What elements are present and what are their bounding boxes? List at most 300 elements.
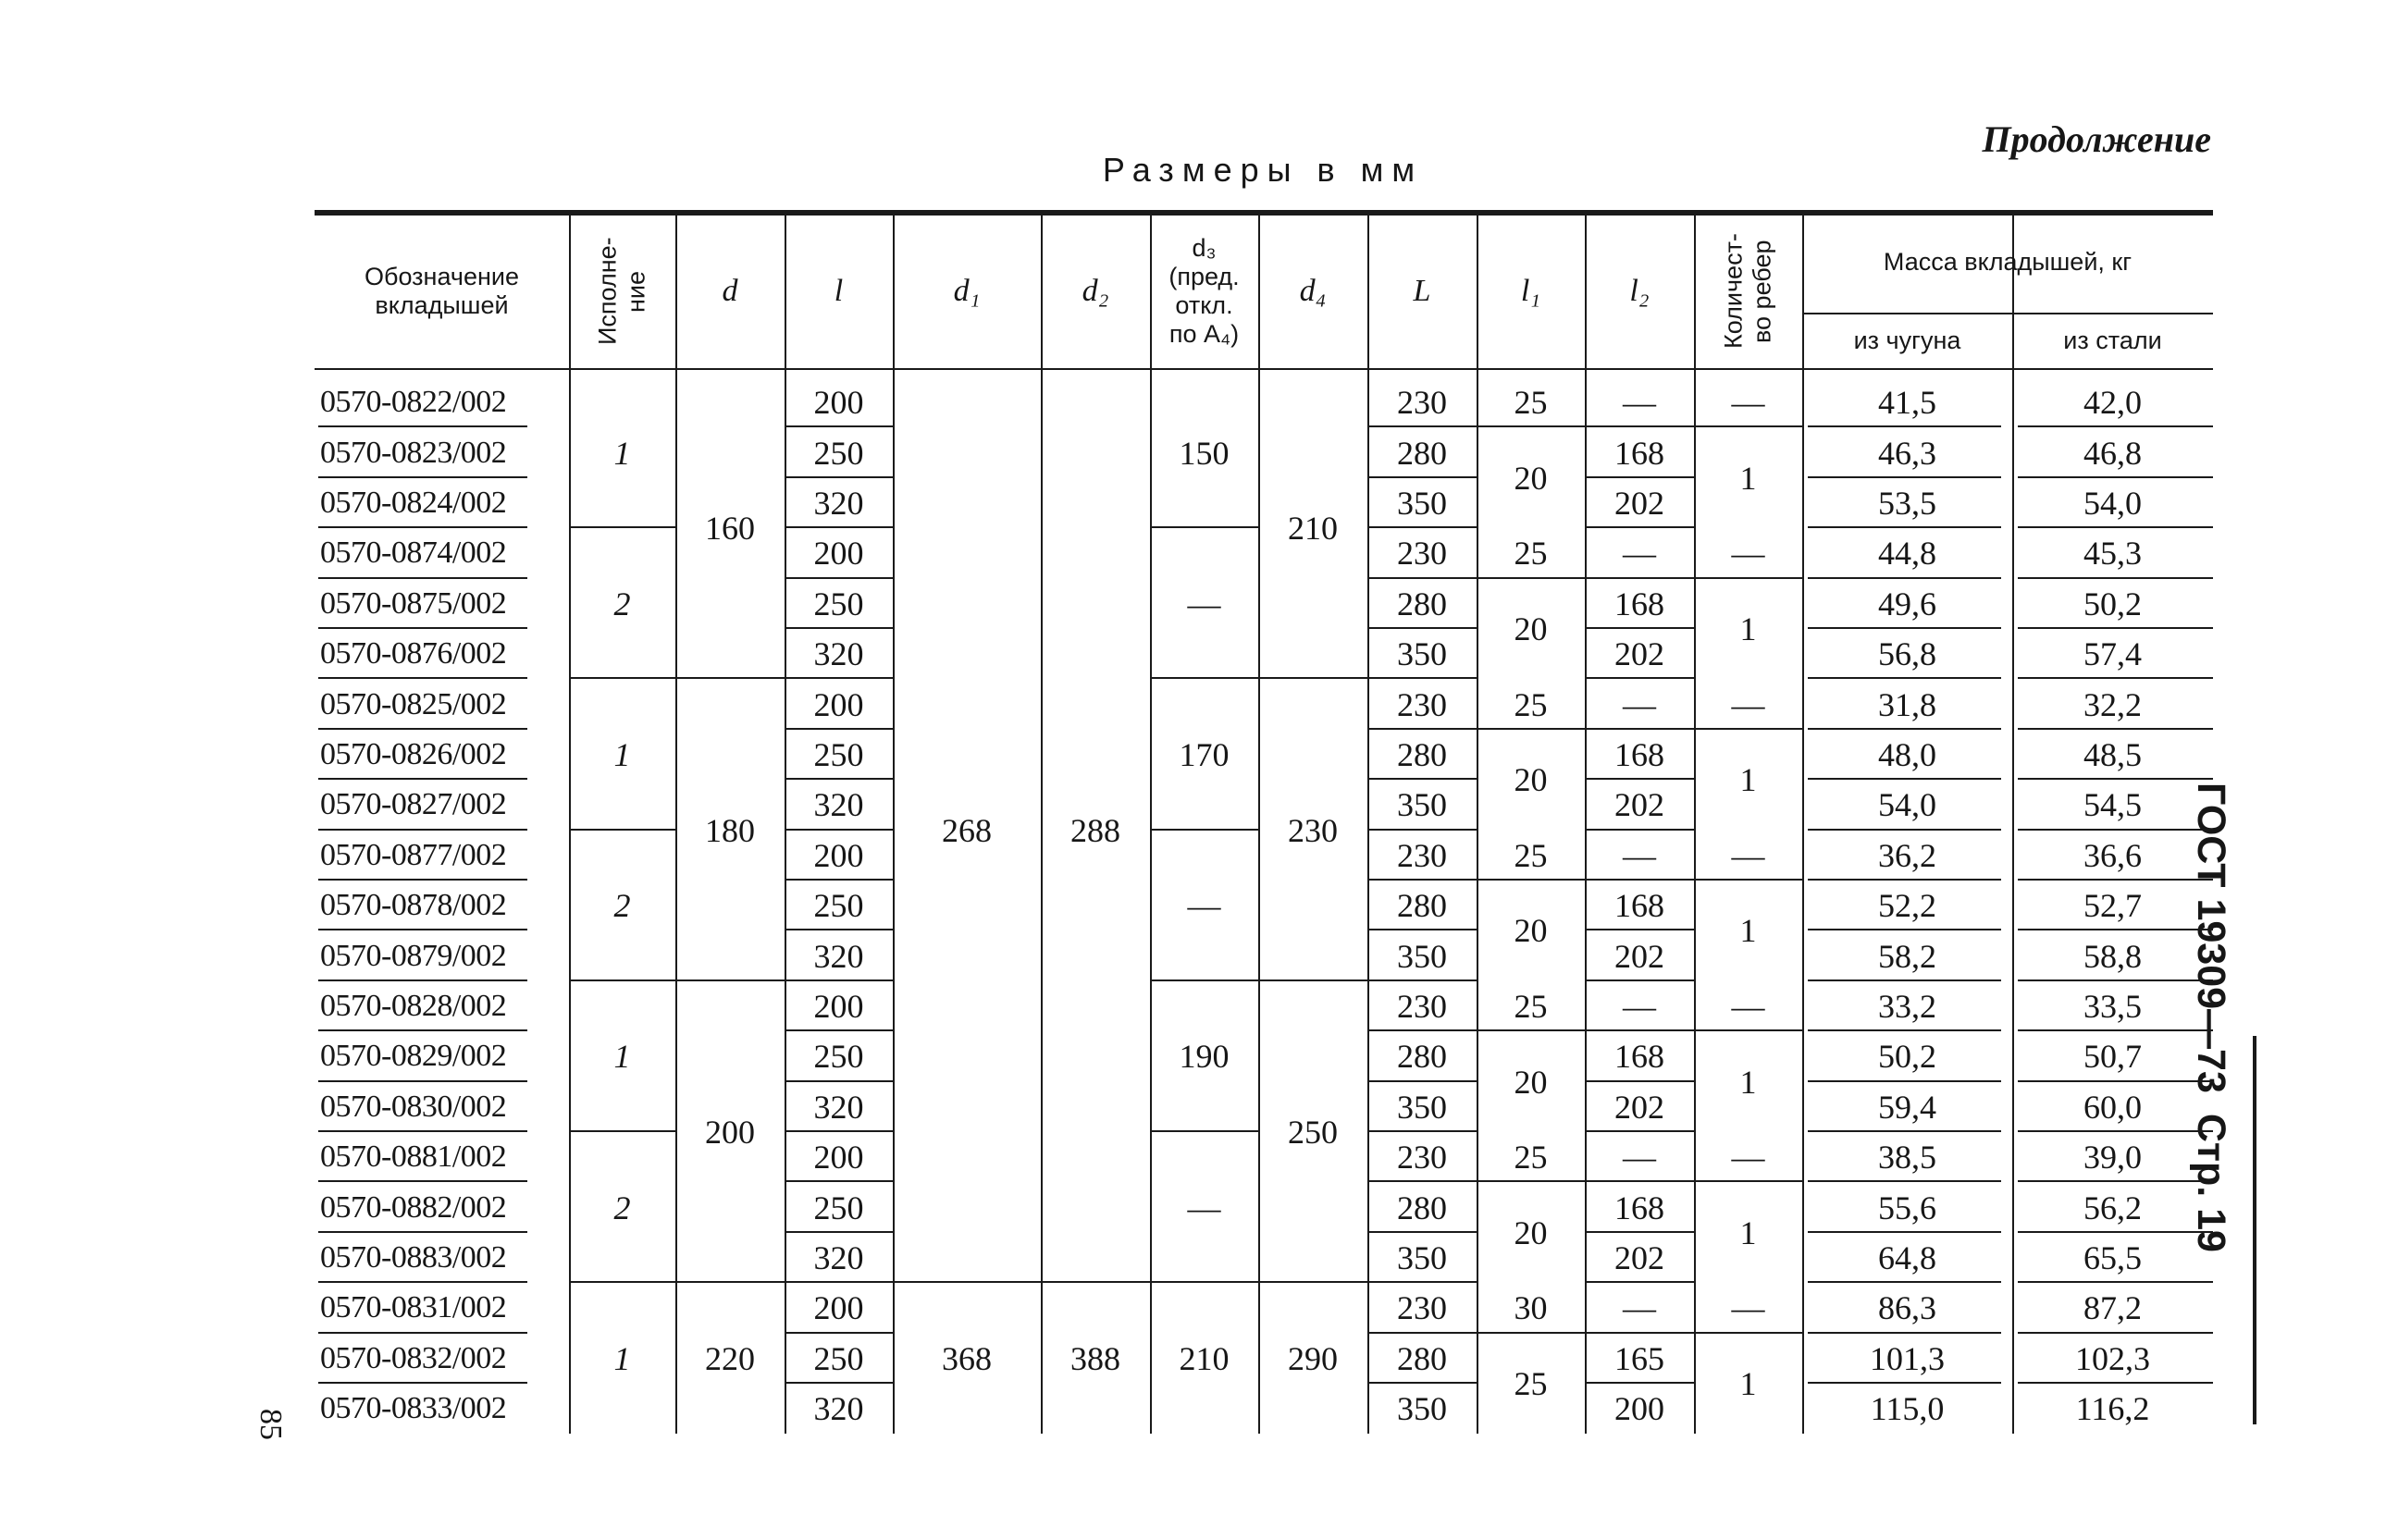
d3-cell: 190 <box>1179 1038 1230 1076</box>
rule <box>785 476 893 478</box>
d3-cell: 170 <box>1179 735 1230 773</box>
rule <box>1367 1029 1477 1031</box>
rule <box>1150 677 1258 679</box>
rule <box>1367 425 1477 427</box>
rule <box>318 1231 527 1233</box>
designation-cell: 0570-0832/002 <box>320 1340 507 1375</box>
column-header-d4: d₄ <box>1299 274 1327 309</box>
designation-cell: 0570-0829/002 <box>320 1039 507 1074</box>
rule <box>318 879 527 881</box>
l2-cell: 202 <box>1614 786 1664 824</box>
rule <box>1367 577 1477 579</box>
rule <box>1808 1130 2001 1132</box>
L-cell: 230 <box>1397 1289 1447 1327</box>
rule <box>1367 1130 1477 1132</box>
l1-cell: 25 <box>1514 987 1548 1025</box>
ribs-cell: — <box>1731 836 1765 874</box>
l1-cell: 20 <box>1514 1214 1548 1251</box>
mass-iron-cell: 56,8 <box>1878 635 1936 673</box>
mass-steel-cell: 102,3 <box>2075 1339 2150 1377</box>
rule <box>318 778 527 780</box>
rule <box>1367 526 1477 528</box>
l-cell: 250 <box>813 434 864 472</box>
L-cell: 230 <box>1397 535 1447 573</box>
l2-cell: 165 <box>1614 1339 1664 1377</box>
d1-cell: 268 <box>942 811 992 849</box>
mass-iron-cell: 50,2 <box>1878 1038 1936 1076</box>
l2-cell: 168 <box>1614 1038 1664 1076</box>
d3-cell: — <box>1187 887 1221 925</box>
l-cell: 250 <box>813 1339 864 1377</box>
rule <box>1694 1180 1802 1182</box>
rule <box>785 829 893 831</box>
l-cell: 320 <box>813 635 864 673</box>
ribs-cell: 1 <box>1739 610 1757 647</box>
mass-iron-cell: 55,6 <box>1878 1189 1936 1226</box>
mass-steel-cell: 50,7 <box>2083 1038 2142 1076</box>
rule <box>1808 1382 2001 1384</box>
L-cell: 280 <box>1397 1038 1447 1076</box>
rule <box>675 1281 785 1283</box>
rule <box>1477 1332 1585 1334</box>
rule <box>1808 1281 2001 1283</box>
ribs-cell: 1 <box>1739 1364 1757 1402</box>
rule <box>318 929 527 930</box>
ribs-cell: — <box>1731 535 1765 573</box>
rule <box>1585 1231 1694 1233</box>
rule <box>2018 476 2213 478</box>
rule <box>785 1231 893 1233</box>
mass-iron-cell: 44,8 <box>1878 535 1936 573</box>
rule <box>1808 879 2001 881</box>
designation-cell: 0570-0878/002 <box>320 888 507 923</box>
rule <box>1585 728 1694 730</box>
rule <box>1477 1029 1585 1031</box>
rule <box>318 1180 527 1182</box>
l2-cell: 202 <box>1614 1088 1664 1126</box>
rule <box>569 677 675 679</box>
l1-cell: 20 <box>1514 912 1548 950</box>
page-number: 85 <box>253 1409 288 1440</box>
l2-cell: — <box>1623 1139 1656 1177</box>
designation-cell: 0570-0883/002 <box>320 1239 507 1275</box>
rule <box>1150 979 1258 981</box>
rule <box>785 1332 893 1334</box>
rule <box>1367 476 1477 478</box>
rule <box>2018 1231 2213 1233</box>
rule <box>1585 1130 1694 1132</box>
designation-cell: 0570-0874/002 <box>320 536 507 571</box>
rule <box>1585 1332 1694 1334</box>
rule <box>1477 1180 1585 1182</box>
rule <box>675 979 785 981</box>
l1-cell: 20 <box>1514 761 1548 799</box>
rule <box>1585 879 1694 881</box>
ribs-cell: — <box>1731 1289 1765 1327</box>
l-cell: 200 <box>813 1289 864 1327</box>
rule <box>318 829 527 831</box>
mass-iron-cell: 86,3 <box>1878 1289 1936 1327</box>
rule <box>318 577 527 579</box>
rule <box>318 1130 527 1132</box>
rule <box>318 476 527 478</box>
ribs-cell: 1 <box>1739 459 1757 497</box>
L-cell: 280 <box>1397 1189 1447 1226</box>
rule <box>1808 1180 2001 1182</box>
L-cell: 350 <box>1397 1390 1447 1428</box>
rule <box>1808 476 2001 478</box>
mass-iron-cell: 36,2 <box>1878 836 1936 874</box>
l-cell: 320 <box>813 1088 864 1126</box>
column-header-designation: Обозначение вкладышей <box>365 262 519 319</box>
d-cell: 220 <box>705 1339 755 1377</box>
side-rule <box>2253 1036 2256 1424</box>
ribs-cell: 1 <box>1739 1063 1757 1101</box>
mass-steel-cell: 54,5 <box>2083 786 2142 824</box>
l1-cell: 25 <box>1514 685 1548 723</box>
rule <box>2018 1180 2213 1182</box>
rule <box>2018 1281 2213 1283</box>
column-header-ribs: Количест- во ребер <box>1719 233 1776 350</box>
rule <box>1585 929 1694 930</box>
rule <box>1367 778 1477 780</box>
l2-cell: 168 <box>1614 887 1664 925</box>
l1-cell: 20 <box>1514 610 1548 647</box>
column-header-l1: l₁ <box>1520 274 1541 309</box>
rule <box>318 979 527 981</box>
mass-steel-cell: 50,2 <box>2083 585 2142 622</box>
rule <box>1808 577 2001 579</box>
rule <box>1808 1080 2001 1082</box>
mass-iron-cell: 115,0 <box>1870 1390 1945 1428</box>
designation-cell: 0570-0882/002 <box>320 1189 507 1225</box>
rule <box>1585 1080 1694 1082</box>
rule <box>1477 879 1585 881</box>
rule <box>1808 728 2001 730</box>
mass-iron-cell: 52,2 <box>1878 887 1936 925</box>
rule <box>1367 829 1477 831</box>
l-cell: 320 <box>813 484 864 522</box>
ribs-cell: — <box>1731 685 1765 723</box>
l2-cell: 168 <box>1614 735 1664 773</box>
d2-cell: 288 <box>1070 811 1120 849</box>
rule <box>318 1332 527 1334</box>
l-cell: 200 <box>813 1139 864 1177</box>
d4-cell: 250 <box>1288 1113 1338 1151</box>
L-cell: 280 <box>1397 735 1447 773</box>
designation-cell: 0570-0827/002 <box>320 787 507 822</box>
rule <box>1367 627 1477 629</box>
mass-steel-cell: 46,8 <box>2083 434 2142 472</box>
rule <box>1808 1029 2001 1031</box>
mass-steel-cell: 57,4 <box>2083 635 2142 673</box>
mass-iron-cell: 46,3 <box>1878 434 1936 472</box>
rule <box>1585 1382 1694 1384</box>
rule <box>1585 526 1694 528</box>
column-header-mass_iron: из чугуна <box>1853 326 1961 355</box>
d-cell: 180 <box>705 811 755 849</box>
L-cell: 230 <box>1397 1139 1447 1177</box>
column-header-d3: d₃ (пред. откл. по A₄) <box>1168 233 1240 349</box>
rule <box>1477 577 1585 579</box>
rule <box>1808 979 2001 981</box>
ribs-cell: 1 <box>1739 761 1757 799</box>
mass-iron-cell: 49,6 <box>1878 585 1936 622</box>
ribs-cell: 1 <box>1739 912 1757 950</box>
mass-iron-cell: 31,8 <box>1878 685 1936 723</box>
l1-cell: 25 <box>1514 1139 1548 1177</box>
designation-cell: 0570-0876/002 <box>320 636 507 671</box>
mass-steel-cell: 87,2 <box>2083 1289 2142 1327</box>
mass-steel-cell: 58,8 <box>2083 937 2142 975</box>
l-cell: 250 <box>813 585 864 622</box>
designation-cell: 0570-0824/002 <box>320 485 507 520</box>
rule <box>318 1080 527 1082</box>
rule <box>785 677 893 679</box>
mass-steel-cell: 56,2 <box>2083 1189 2142 1226</box>
rule <box>2018 879 2213 881</box>
rule <box>2018 425 2213 427</box>
l-cell: 200 <box>813 384 864 422</box>
rule <box>1367 1080 1477 1082</box>
designation-cell: 0570-0831/002 <box>320 1290 507 1325</box>
rule <box>1585 577 1694 579</box>
mass-steel-cell: 45,3 <box>2083 535 2142 573</box>
execution-cell: 1 <box>613 735 631 773</box>
column-header-d2: d₂ <box>1082 274 1109 309</box>
mass-steel-cell: 39,0 <box>2083 1139 2142 1177</box>
column-header-execution: Исполне- ние <box>593 237 650 346</box>
L-cell: 350 <box>1397 1238 1447 1276</box>
d3-cell: — <box>1187 585 1221 622</box>
d-cell: 160 <box>705 510 755 548</box>
rule <box>785 1382 893 1384</box>
l1-cell: 25 <box>1514 384 1548 422</box>
l2-cell: — <box>1623 685 1656 723</box>
column-header-d1: d₁ <box>953 274 981 309</box>
rule <box>1367 979 1477 981</box>
d3-cell: — <box>1187 1189 1221 1226</box>
mass-iron-cell: 64,8 <box>1878 1238 1936 1276</box>
mass-steel-cell: 54,0 <box>2083 484 2142 522</box>
rule <box>2018 979 2213 981</box>
rule <box>1477 728 1585 730</box>
rule <box>785 1281 893 1283</box>
rule <box>2018 929 2213 930</box>
designation-cell: 0570-0875/002 <box>320 585 507 621</box>
rule <box>2018 1382 2213 1384</box>
mass-steel-cell: 48,5 <box>2083 735 2142 773</box>
rule <box>1585 979 1694 981</box>
rule <box>785 425 893 427</box>
rule <box>1367 879 1477 881</box>
rule <box>2018 1029 2213 1031</box>
l2-cell: 202 <box>1614 1238 1664 1276</box>
designation-cell: 0570-0877/002 <box>320 837 507 872</box>
rule <box>1585 778 1694 780</box>
rule <box>1694 728 1802 730</box>
l1-cell: 25 <box>1514 1364 1548 1402</box>
l2-cell: — <box>1623 836 1656 874</box>
rule <box>785 929 893 930</box>
designation-cell: 0570-0879/002 <box>320 938 507 973</box>
rule <box>785 1130 893 1132</box>
rule <box>785 627 893 629</box>
mass-steel-cell: 32,2 <box>2083 685 2142 723</box>
rule <box>1808 1332 2001 1334</box>
rule <box>1367 1180 1477 1182</box>
l2-cell: 168 <box>1614 434 1664 472</box>
l-cell: 200 <box>813 535 864 573</box>
ribs-cell: — <box>1731 384 1765 422</box>
rule <box>2018 627 2213 629</box>
rule <box>318 1029 527 1031</box>
l2-cell: — <box>1623 987 1656 1025</box>
designation-cell: 0570-0823/002 <box>320 435 507 470</box>
designation-cell: 0570-0825/002 <box>320 686 507 721</box>
rule <box>1585 1180 1694 1182</box>
mass-steel-cell: 42,0 <box>2083 384 2142 422</box>
rule <box>1258 979 1367 981</box>
mass-iron-cell: 33,2 <box>1878 987 1936 1025</box>
execution-cell: 2 <box>613 1189 631 1226</box>
rule <box>1694 1332 1802 1334</box>
rule <box>2018 1332 2213 1334</box>
rule <box>318 425 527 427</box>
rule <box>1808 1231 2001 1233</box>
L-cell: 350 <box>1397 1088 1447 1126</box>
rule <box>1585 425 1694 427</box>
rule <box>1694 577 1802 579</box>
rule <box>1808 627 2001 629</box>
d3-cell: 150 <box>1179 434 1230 472</box>
rule <box>569 829 675 831</box>
mass-iron-cell: 41,5 <box>1878 384 1936 422</box>
d3-cell: 210 <box>1179 1339 1230 1377</box>
rule <box>2018 778 2213 780</box>
designation-cell: 0570-0826/002 <box>320 736 507 771</box>
rule <box>1585 829 1694 831</box>
l1-cell: 20 <box>1514 459 1548 497</box>
L-cell: 350 <box>1397 786 1447 824</box>
L-cell: 230 <box>1397 384 1447 422</box>
l-cell: 320 <box>813 1238 864 1276</box>
rule <box>1585 677 1694 679</box>
l2-cell: 168 <box>1614 585 1664 622</box>
execution-cell: 1 <box>613 1339 631 1377</box>
rule <box>785 728 893 730</box>
d1-cell: 368 <box>942 1339 992 1377</box>
rule <box>2018 577 2213 579</box>
mass-steel-cell: 52,7 <box>2083 887 2142 925</box>
rule <box>1150 1130 1258 1132</box>
mass-iron-cell: 38,5 <box>1878 1139 1936 1177</box>
mass-steel-cell: 116,2 <box>2075 1390 2150 1428</box>
column-header-l: l <box>834 274 844 309</box>
designation-cell: 0570-0881/002 <box>320 1140 507 1175</box>
mass-steel-cell: 65,5 <box>2083 1238 2142 1276</box>
l-cell: 250 <box>813 1189 864 1226</box>
l2-cell: — <box>1623 535 1656 573</box>
l1-cell: 30 <box>1514 1289 1548 1327</box>
column-header-d: d <box>722 274 738 309</box>
l-cell: 250 <box>813 887 864 925</box>
L-cell: 350 <box>1397 937 1447 975</box>
mass-steel-cell: 33,5 <box>2083 987 2142 1025</box>
designation-cell: 0570-0828/002 <box>320 988 507 1023</box>
d4-cell: 210 <box>1288 510 1338 548</box>
execution-cell: 1 <box>613 1038 631 1076</box>
continuation-label: Продолжение <box>1982 118 2211 160</box>
ribs-cell: 1 <box>1739 1214 1757 1251</box>
rule <box>785 1080 893 1082</box>
rule <box>318 677 527 679</box>
ribs-cell: — <box>1731 1139 1765 1177</box>
l2-cell: — <box>1623 1289 1656 1327</box>
rule <box>785 1029 893 1031</box>
rule <box>1258 1281 1367 1283</box>
rule <box>1367 728 1477 730</box>
l-cell: 200 <box>813 685 864 723</box>
l2-cell: 200 <box>1614 1390 1664 1428</box>
rule <box>1585 476 1694 478</box>
rule <box>785 979 893 981</box>
rule <box>1808 829 2001 831</box>
l-cell: 320 <box>813 786 864 824</box>
rule <box>1150 829 1258 831</box>
designation-cell: 0570-0833/002 <box>320 1391 507 1426</box>
mass-iron-cell: 48,0 <box>1878 735 1936 773</box>
rule <box>1694 1029 1802 1031</box>
rule <box>1367 1231 1477 1233</box>
rule <box>1585 1029 1694 1031</box>
rule <box>569 1130 675 1132</box>
execution-cell: 1 <box>613 434 631 472</box>
rule <box>1258 677 1367 679</box>
d2-cell: 388 <box>1070 1339 1120 1377</box>
rule <box>1367 929 1477 930</box>
rule <box>318 526 527 528</box>
rule <box>318 1281 527 1283</box>
rule <box>1585 627 1694 629</box>
rule <box>2018 526 2213 528</box>
L-cell: 230 <box>1397 836 1447 874</box>
rule <box>785 778 893 780</box>
rule <box>569 979 675 981</box>
rule <box>569 1281 675 1283</box>
d4-cell: 290 <box>1288 1339 1338 1377</box>
l1-cell: 25 <box>1514 535 1548 573</box>
rule <box>1585 1281 1694 1283</box>
rule <box>1367 1382 1477 1384</box>
designation-cell: 0570-0822/002 <box>320 385 507 420</box>
mass-steel-cell: 36,6 <box>2083 836 2142 874</box>
rule <box>785 1180 893 1182</box>
L-cell: 280 <box>1397 585 1447 622</box>
l2-cell: 202 <box>1614 635 1664 673</box>
designation-cell: 0570-0830/002 <box>320 1089 507 1124</box>
rule <box>785 577 893 579</box>
rule <box>1694 879 1802 881</box>
L-cell: 230 <box>1397 685 1447 723</box>
l2-cell: 202 <box>1614 484 1664 522</box>
rule <box>1150 526 1258 528</box>
mass-iron-cell: 58,2 <box>1878 937 1936 975</box>
l-cell: 250 <box>813 1038 864 1076</box>
l-cell: 320 <box>813 1390 864 1428</box>
rule <box>1694 425 1802 427</box>
rule <box>1367 677 1477 679</box>
